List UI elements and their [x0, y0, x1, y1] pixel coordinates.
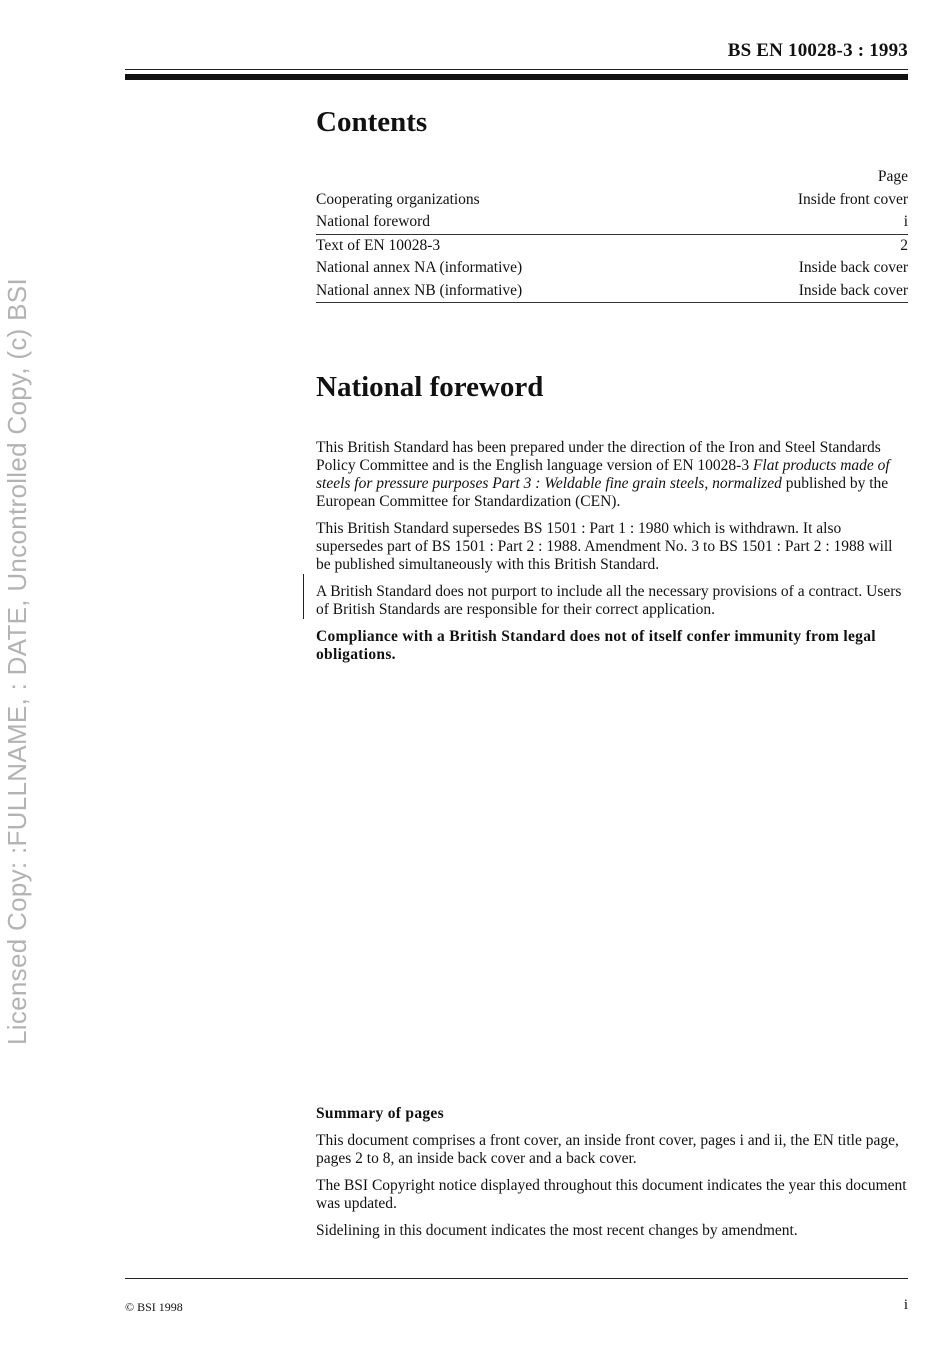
- foreword-paragraph-1: This British Standard has been prepared under the direction of the Iron and Steel Standards Policy Committee and is the English language version of EN 10028-3 Flat products made of steels for pressure purposes Part 3 : Weldable fine grain steels, normalized published by the European Committee for Standardization (CEN).: [316, 439, 890, 510]
- contents-row-page: i: [702, 211, 908, 234]
- contents-row-page: Inside front cover: [797, 190, 908, 208]
- license-watermark: Licensed Copy: :FULLNAME, : DATE, Uncontrolled Copy, (c) BSI: [2, 278, 32, 1045]
- contents-row-page: Inside back cover: [798, 259, 908, 276]
- contents-row-page: 2: [900, 236, 908, 254]
- contents-row-label: National annex NB (informative): [316, 280, 702, 303]
- contents-row: [316, 280, 908, 303]
- contents-row: [316, 234, 908, 257]
- contents-table: [316, 166, 908, 303]
- contents-row: [316, 257, 908, 280]
- contents-row-label: National foreword: [316, 211, 702, 234]
- contents-row-label: National annex NA (informative): [316, 259, 523, 276]
- summary-paragraph-2: The BSI Copyright notice displayed throughout this document indicates the year this document was updated.: [316, 1177, 907, 1212]
- summary-paragraph-1: This document comprises a front cover, an inside front cover, pages i and ii, the EN title page, pages 2 to 8, an inside back cover and a back cover.: [316, 1132, 899, 1167]
- contents-row: [316, 189, 908, 212]
- foreword-paragraph-3: A British Standard does not purport to include all the necessary provisions of a contract. Users of British Standards are responsible for their correct application.: [316, 583, 902, 618]
- header-rule-thin: [125, 69, 908, 70]
- summary-section: [316, 1105, 908, 1249]
- contents-row-label: Text of EN 10028-3: [316, 236, 441, 254]
- footer-page-number: i: [903, 1297, 908, 1313]
- contents-table-wrap: [316, 166, 908, 303]
- compliance-notice: Compliance with a British Standard does not of itself confer immunity from legal obligations.: [316, 628, 876, 663]
- contents-row: [316, 211, 908, 234]
- foreword-title: National foreword: [316, 371, 544, 403]
- footer-copyright: © BSI 1998: [125, 1300, 183, 1314]
- contents-row-label: Cooperating organizations: [316, 190, 480, 208]
- foreword-paragraph-2: This British Standard supersedes BS 1501 : Part 1 : 1980 which is withdrawn. It also supersedes part of BS 1501 : Part 2 : 1988. Amendment No. 3 to BS 1501 : Part 2 : 1988 will be published simultaneously with this British Standard.: [316, 520, 893, 573]
- header-rule-thick: [125, 74, 908, 80]
- foreword-body: [316, 439, 908, 673]
- contents-page-header-row: [316, 166, 908, 189]
- summary-paragraph-3: Sidelining in this document indicates the most recent changes by amendment.: [316, 1222, 798, 1239]
- footer-rule: [125, 1278, 908, 1279]
- contents-row-page: Inside back cover: [702, 280, 908, 303]
- contents-title: Contents: [316, 106, 428, 138]
- contents-page-header: Page: [877, 168, 908, 185]
- document-code: BS EN 10028-3 : 1993: [727, 40, 908, 61]
- foreword-heading-wrap: [316, 371, 908, 404]
- amendment-sideline: [303, 574, 304, 619]
- summary-title: Summary of pages: [316, 1105, 444, 1122]
- standard-title-italic: Flat products made of steels for pressure purposes Part 3 : Weldable fine grain steels, normalized: [316, 457, 890, 492]
- contents-section: [316, 106, 908, 139]
